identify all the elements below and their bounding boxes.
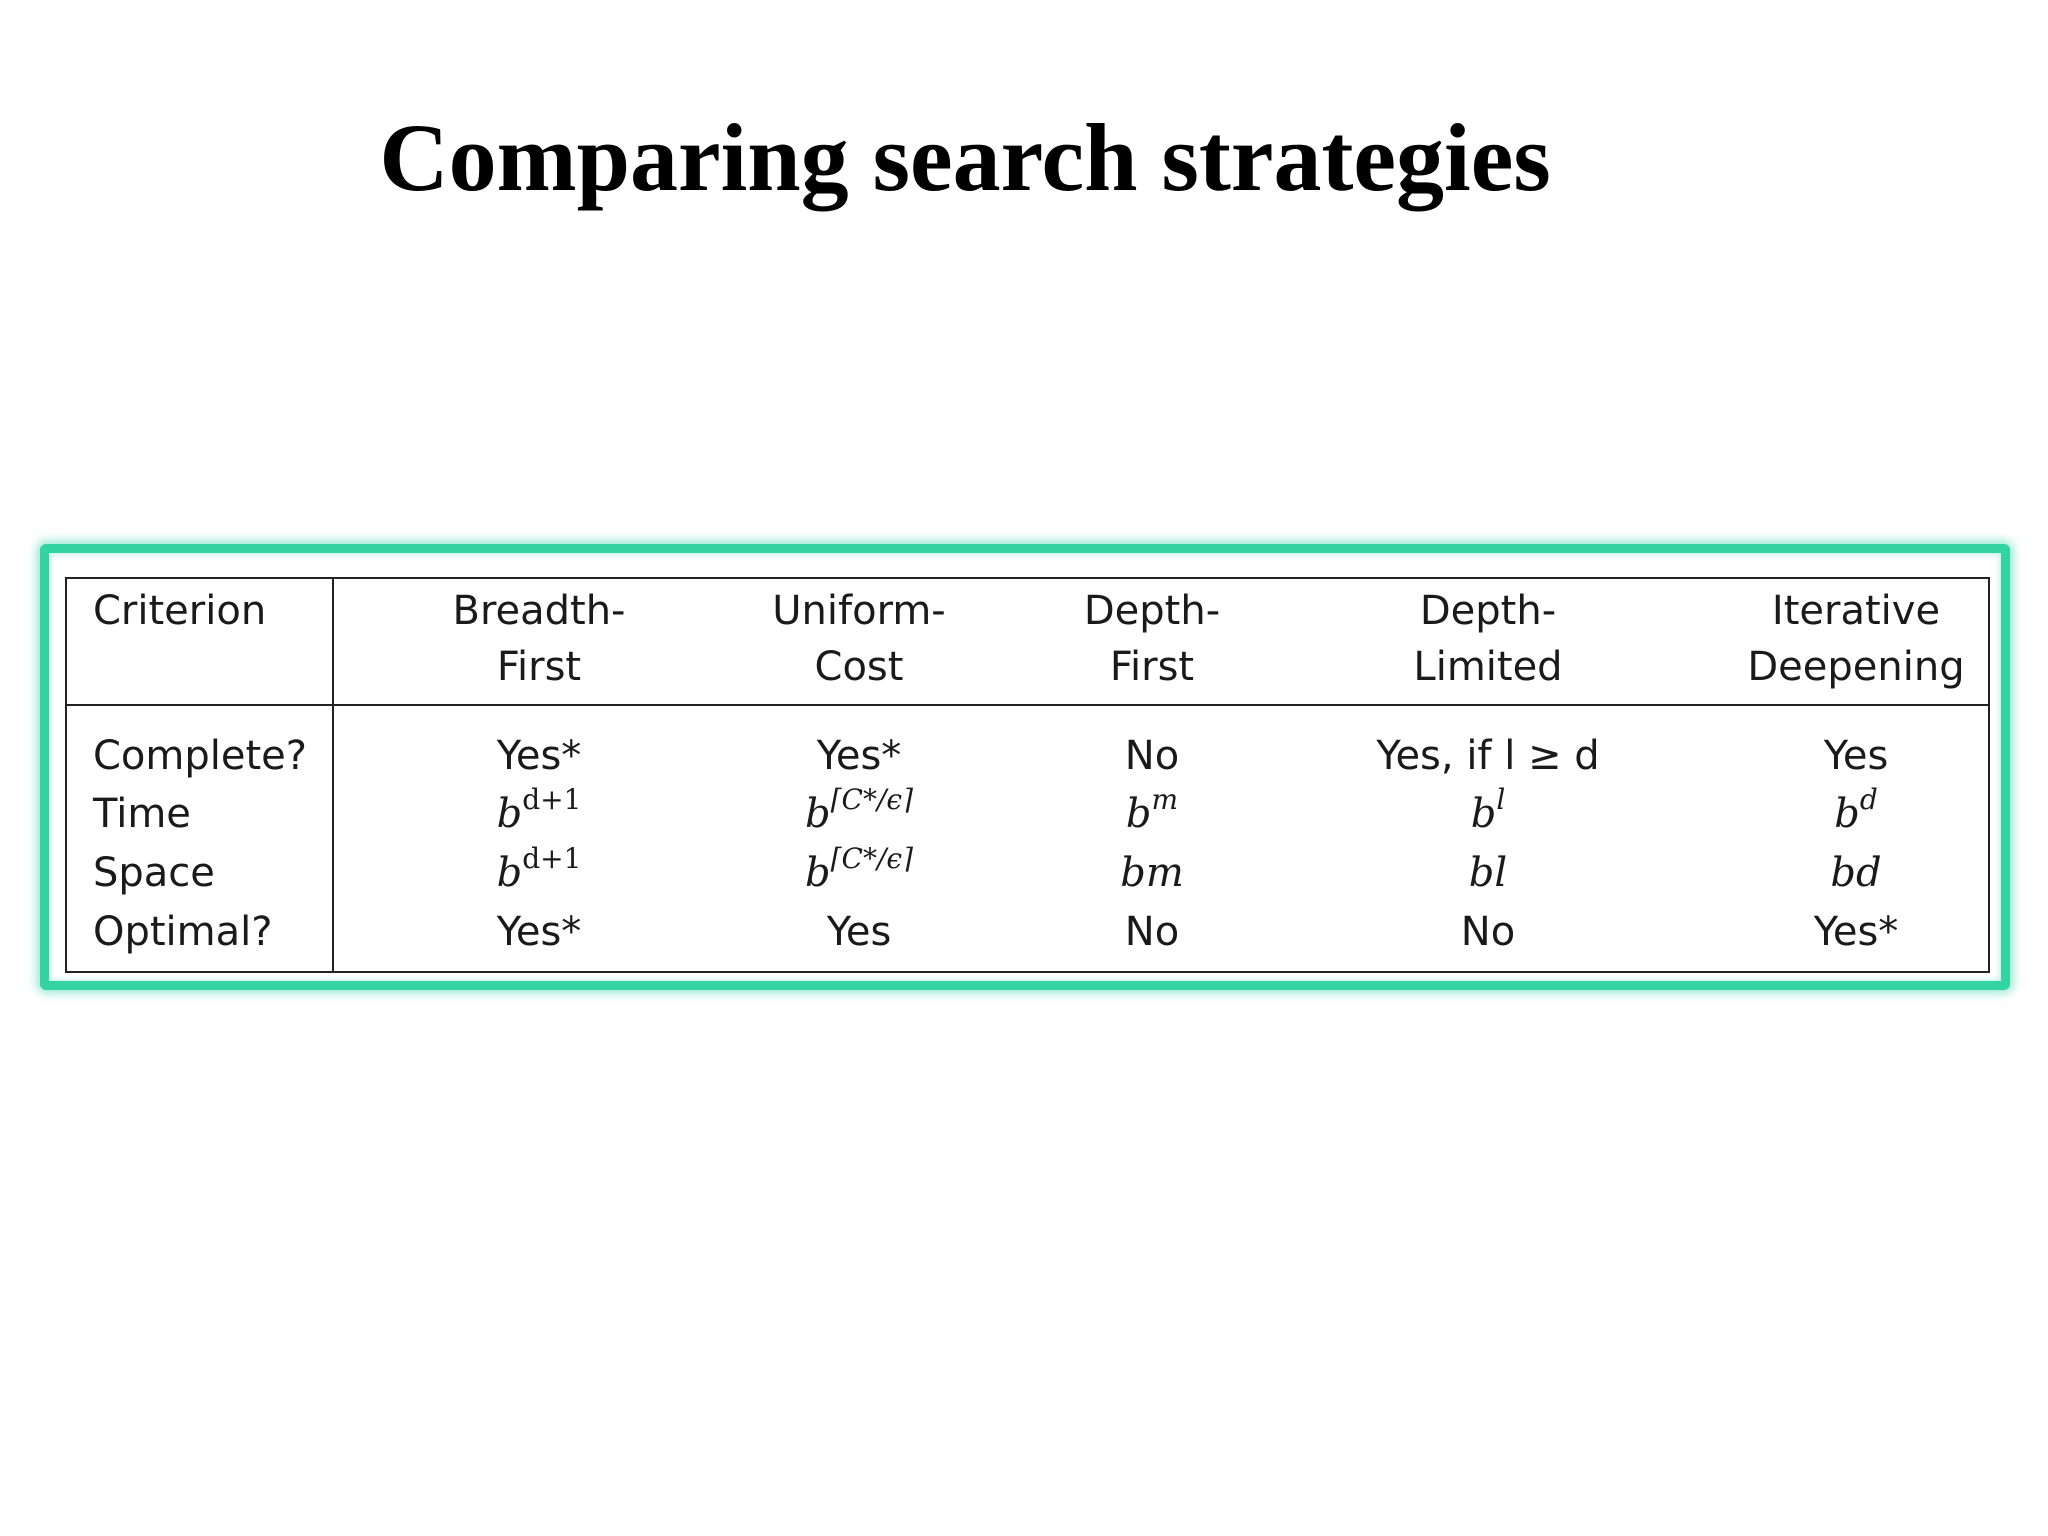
cell-time-breadth-first — [496, 783, 582, 842]
time-depth-first-exponent: m — [1151, 783, 1179, 816]
cell-optimal-depth-first: No — [1124, 909, 1180, 955]
row-label-complete: Complete? — [93, 733, 308, 779]
time-iterative-deepening-base: b — [1834, 791, 1860, 837]
cell-space-depth-limited: bl — [1468, 850, 1508, 896]
cell-space-depth-first: bm — [1120, 850, 1184, 896]
cell-time-depth-limited — [1470, 783, 1506, 842]
time-depth-first-base: b — [1125, 791, 1152, 837]
header-depth-first-line1: Depth- — [1083, 588, 1221, 634]
time-breadth-first-base: b — [496, 791, 523, 837]
row-label-optimal: Optimal? — [93, 909, 273, 955]
cell-space-iterative-deepening: bd — [1830, 850, 1882, 896]
header-breadth-first-line2: First — [496, 644, 582, 690]
cell-complete-breadth-first: Yes* — [496, 733, 582, 779]
row-label-time: Time — [93, 791, 191, 837]
header-depth-first-line2: First — [1109, 644, 1195, 690]
header-iterative-deepening-line1: Iterative — [1771, 588, 1941, 634]
header-breadth-first-line1: Breadth- — [452, 588, 626, 634]
cell-time-uniform-cost — [805, 783, 913, 842]
header-depth-limited-line2: Limited — [1413, 644, 1563, 690]
time-breadth-first-exponent: d+1 — [522, 783, 582, 816]
space-uniform-cost-exponent: ⌈C*/ϵ⌉ — [830, 842, 913, 875]
cell-optimal-iterative-deepening: Yes* — [1813, 909, 1899, 955]
cell-optimal-breadth-first: Yes* — [496, 909, 582, 955]
header-depth-limited-line1: Depth- — [1419, 588, 1557, 634]
header-iterative-deepening-line2: Deepening — [1747, 644, 1965, 690]
table-header-divider — [67, 704, 1988, 706]
header-iterative-deepening — [1747, 583, 1964, 695]
time-depth-limited-exponent: l — [1496, 783, 1506, 816]
table-column-divider — [332, 579, 334, 971]
header-depth-limited — [1413, 583, 1562, 695]
cell-complete-uniform-cost: Yes* — [816, 733, 902, 779]
cell-time-iterative-deepening — [1834, 783, 1878, 842]
header-uniform-cost-line1: Uniform- — [772, 588, 946, 634]
cell-complete-depth-limited: Yes, if l ≥ d — [1376, 733, 1600, 779]
comparison-table — [65, 577, 1990, 973]
space-uniform-cost-base: b — [805, 850, 831, 896]
header-breadth-first — [453, 583, 626, 695]
cell-optimal-uniform-cost: Yes — [826, 909, 892, 955]
cell-complete-iterative-deepening: Yes — [1823, 733, 1889, 779]
time-uniform-cost-base: b — [805, 791, 831, 837]
time-uniform-cost-exponent: ⌈C*/ϵ⌉ — [830, 783, 913, 816]
cell-optimal-depth-limited: No — [1460, 909, 1516, 955]
header-depth-first — [1084, 583, 1220, 695]
cell-space-uniform-cost — [805, 842, 913, 901]
header-criterion: Criterion — [93, 588, 267, 634]
space-breadth-first-exponent: d+1 — [522, 842, 582, 875]
time-iterative-deepening-exponent: d — [1859, 783, 1878, 816]
cell-complete-depth-first: No — [1124, 733, 1180, 779]
row-label-space: Space — [93, 850, 215, 896]
header-uniform-cost-line2: Cost — [814, 644, 904, 690]
slide-title: Comparing search strategies — [379, 104, 1551, 211]
cell-time-depth-first — [1125, 783, 1179, 842]
header-uniform-cost — [772, 583, 945, 695]
space-breadth-first-base: b — [496, 850, 523, 896]
cell-space-breadth-first — [496, 842, 582, 901]
time-depth-limited-base: b — [1470, 791, 1497, 837]
